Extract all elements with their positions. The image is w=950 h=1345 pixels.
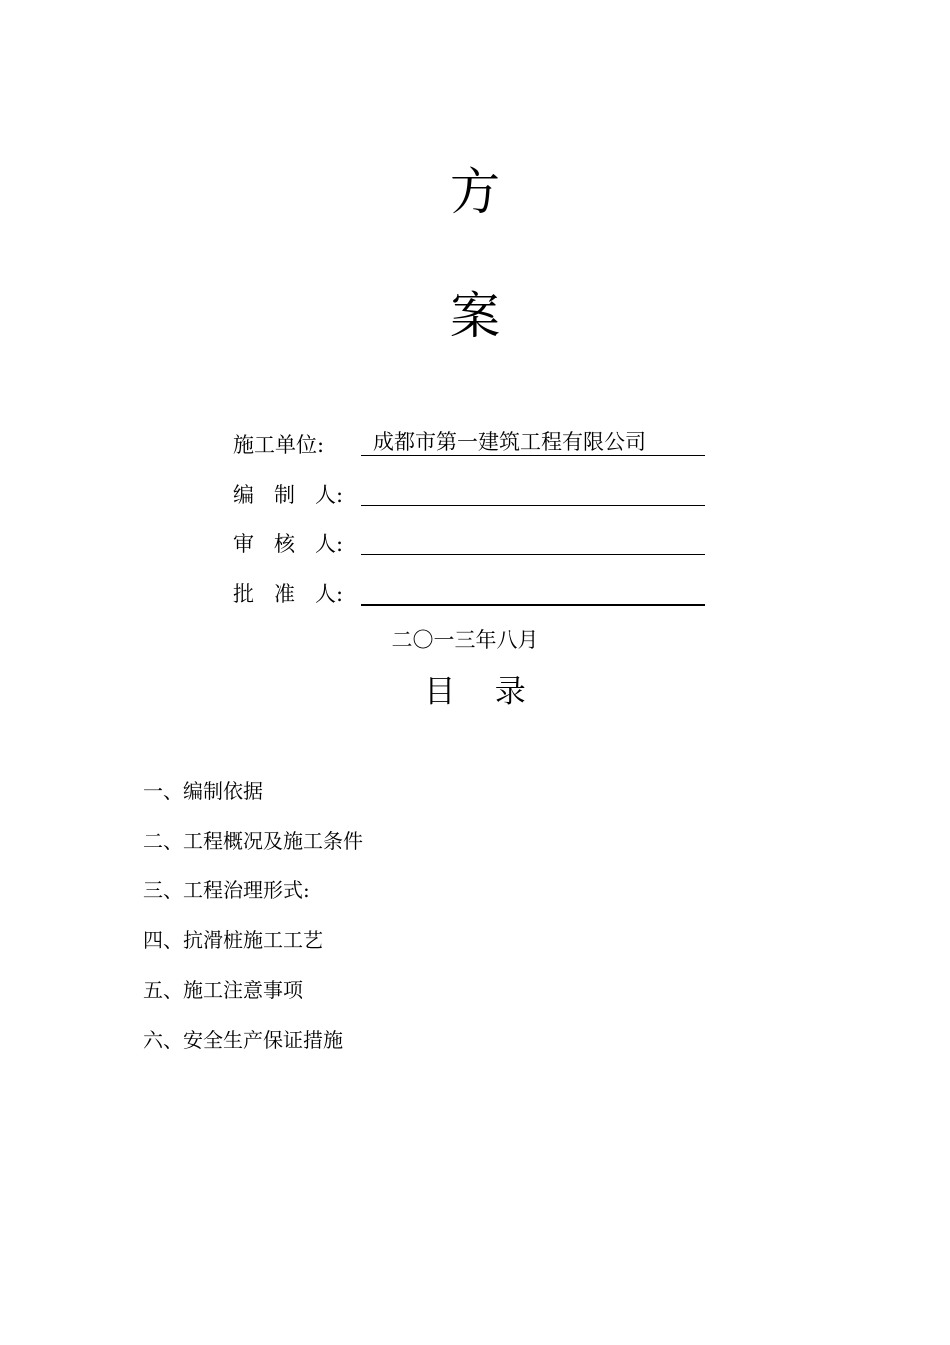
editor-field-line [361,480,705,506]
unit-value: 成都市第一建筑工程有限公司 [373,430,646,454]
toc-item: 二、工程概况及施工条件 [143,829,363,853]
toc-item: 一、编制依据 [143,779,263,803]
toc-title: 目 录 [424,674,526,710]
title-char-an: 案 [450,287,500,345]
info-row-unit [233,430,708,460]
unit-label: 施工单位: [233,433,325,457]
document-date: 二〇一三年八月 [391,628,539,652]
info-row-reviewer [233,529,708,559]
approver-field-line [361,579,705,606]
toc-item: 四、抗滑桩施工工艺 [143,928,323,952]
title-char-fang: 方 [450,163,500,221]
info-row-approver [233,579,708,609]
reviewer-label: 审 核 人: [233,532,344,556]
approver-label: 批 准 人: [233,582,344,606]
reviewer-field-line [361,529,705,555]
toc-item: 六、安全生产保证措施 [143,1028,343,1052]
unit-field-line [361,430,705,456]
toc-item: 五、施工注意事项 [143,978,303,1002]
toc-item: 三、工程治理形式: [143,878,310,902]
info-row-editor [233,480,708,510]
editor-label: 编 制 人: [233,483,344,507]
